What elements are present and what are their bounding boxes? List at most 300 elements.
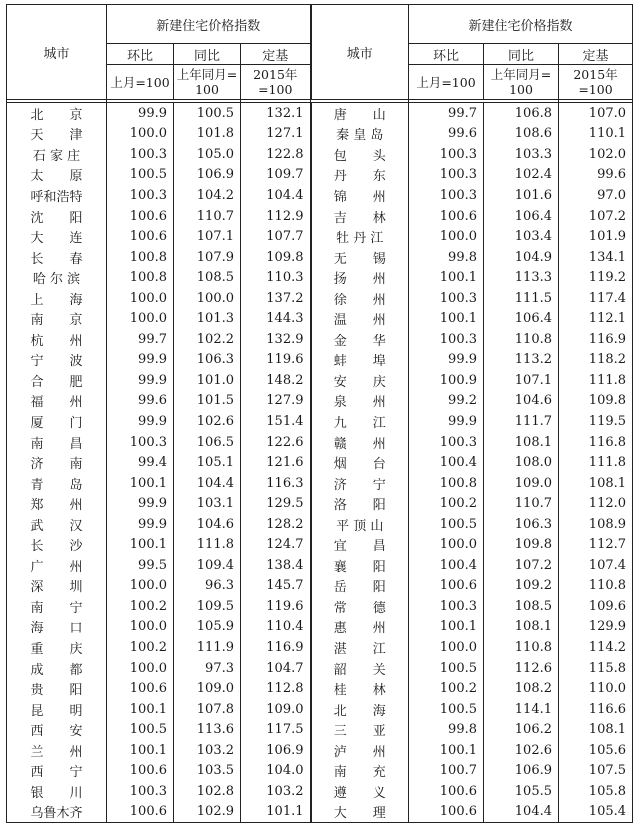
- table-row: [7, 534, 633, 555]
- city-name: 成 都: [7, 658, 107, 679]
- fixed-base-value: 105.8: [559, 781, 633, 802]
- table-row: [7, 493, 633, 514]
- table-row: [7, 144, 633, 165]
- yoy-value: 110.8: [484, 637, 559, 658]
- table-row: [7, 432, 633, 453]
- yoy-value: 106.5: [174, 432, 241, 453]
- mom-value: 100.6: [107, 802, 174, 823]
- yoy-value: 105.1: [174, 452, 241, 473]
- yoy-value: 109.2: [484, 576, 559, 597]
- city-name: 合 肥: [7, 370, 107, 391]
- yoy-value: 110.7: [174, 206, 241, 227]
- yoy-value: 97.3: [174, 658, 241, 679]
- mom-value: 100.3: [409, 144, 484, 165]
- yoy-value: 109.0: [174, 678, 241, 699]
- fixed-base-value: 122.8: [241, 144, 311, 165]
- fixed-base-value: 127.1: [241, 124, 311, 145]
- table-body: [7, 100, 633, 823]
- mom-value: 100.2: [409, 678, 484, 699]
- fixed-base-value: 121.6: [241, 452, 311, 473]
- fixed-base-value: 109.8: [559, 391, 633, 412]
- yoy-value: 106.8: [484, 103, 559, 124]
- city-name: 南 宁: [7, 596, 107, 617]
- mom-value: 100.3: [409, 596, 484, 617]
- yoy-value: 103.4: [484, 226, 559, 247]
- table-row: [7, 103, 633, 124]
- table-row: [7, 576, 633, 597]
- fixed-base-value: 102.0: [559, 144, 633, 165]
- city-name: 赣 州: [311, 432, 409, 453]
- yoy-value: 106.4: [484, 206, 559, 227]
- city-name: 蚌 埠: [311, 350, 409, 371]
- city-name: 青 岛: [7, 473, 107, 494]
- fixed-base-value: 110.8: [559, 576, 633, 597]
- city-name: 韶 关: [311, 658, 409, 679]
- city-name: 兰 州: [7, 740, 107, 761]
- city-name: 上 海: [7, 288, 107, 309]
- yoy-value: 109.5: [174, 596, 241, 617]
- fixed-base-value: 99.6: [559, 165, 633, 186]
- yoy-value: 104.4: [484, 802, 559, 823]
- city-name: 海 口: [7, 617, 107, 638]
- city-column-header: 城市: [311, 5, 409, 100]
- fixed-base-value: 108.1: [559, 473, 633, 494]
- city-name: 锦 州: [311, 185, 409, 206]
- fixed-base-value: 97.0: [559, 185, 633, 206]
- yoy-value: 110.7: [484, 493, 559, 514]
- fixed-base-value: 108.9: [559, 514, 633, 535]
- city-name: 济 宁: [311, 473, 409, 494]
- fixed-base-value: 112.7: [559, 534, 633, 555]
- mom-value: 99.9: [107, 370, 174, 391]
- fixed-base-label: 2015年 =100: [559, 65, 633, 100]
- fixed-base-value: 144.3: [241, 308, 311, 329]
- mom-value: 100.4: [409, 452, 484, 473]
- mom-value: 100.0: [107, 288, 174, 309]
- yoy-base-label: 上年同月= 100: [484, 65, 559, 100]
- mom-value: 99.7: [107, 329, 174, 350]
- yoy-value: 103.1: [174, 493, 241, 514]
- mom-value: 100.2: [107, 596, 174, 617]
- mom-value: 100.1: [107, 699, 174, 720]
- yoy-value: 114.1: [484, 699, 559, 720]
- mom-value: 99.8: [409, 247, 484, 268]
- mom-value: 100.3: [107, 185, 174, 206]
- yoy-value: 101.3: [174, 308, 241, 329]
- yoy-value: 102.4: [484, 165, 559, 186]
- city-name: 呼和浩特: [7, 185, 107, 206]
- city-name: 北 京: [7, 103, 107, 124]
- table-row: [7, 514, 633, 535]
- yoy-value: 104.9: [484, 247, 559, 268]
- table-row: [7, 350, 633, 371]
- city-name: 秦 皇 岛: [311, 124, 409, 145]
- fixed-base-value: 110.0: [559, 678, 633, 699]
- city-name: 泸 州: [311, 740, 409, 761]
- fixed-base-value: 118.2: [559, 350, 633, 371]
- mom-value: 100.0: [107, 658, 174, 679]
- mom-value: 100.3: [409, 165, 484, 186]
- city-name: 桂 林: [311, 678, 409, 699]
- city-name: 扬 州: [311, 267, 409, 288]
- city-name: 乌鲁木齐: [7, 802, 107, 823]
- mom-value: 100.5: [409, 699, 484, 720]
- city-name: 银 川: [7, 781, 107, 802]
- fixed-base-value: 107.5: [559, 761, 633, 782]
- city-name: 温 州: [311, 308, 409, 329]
- fixed-base-value: 109.6: [559, 596, 633, 617]
- table-row: [7, 370, 633, 391]
- table-row: [7, 555, 633, 576]
- city-name: 济 南: [7, 452, 107, 473]
- yoy-value: 103.5: [174, 761, 241, 782]
- fixed-base-header: 定基: [559, 44, 633, 65]
- mom-value: 100.1: [409, 267, 484, 288]
- mom-value: 100.3: [409, 432, 484, 453]
- mom-header: 环比: [107, 44, 174, 65]
- fixed-base-value: 116.8: [559, 432, 633, 453]
- city-name: 烟 台: [311, 452, 409, 473]
- table-row: [7, 658, 633, 679]
- yoy-value: 105.0: [174, 144, 241, 165]
- fixed-base-value: 119.6: [241, 350, 311, 371]
- city-name: 北 海: [311, 699, 409, 720]
- city-name: 岳 阳: [311, 576, 409, 597]
- mom-value: 100.6: [409, 576, 484, 597]
- city-name: 宜 昌: [311, 534, 409, 555]
- mom-value: 100.5: [107, 719, 174, 740]
- fixed-base-value: 105.4: [559, 802, 633, 823]
- fixed-base-value: 107.4: [559, 555, 633, 576]
- table-row: [7, 329, 633, 350]
- fixed-base-value: 116.9: [241, 637, 311, 658]
- mom-value: 99.8: [409, 719, 484, 740]
- city-name: 昆 明: [7, 699, 107, 720]
- mom-value: 100.6: [107, 206, 174, 227]
- mom-value: 100.1: [107, 473, 174, 494]
- yoy-value: 105.5: [484, 781, 559, 802]
- mom-value: 100.0: [107, 617, 174, 638]
- yoy-value: 107.8: [174, 699, 241, 720]
- table-row: [7, 247, 633, 268]
- city-name: 无 锡: [311, 247, 409, 268]
- mom-value: 100.7: [409, 761, 484, 782]
- mom-value: 100.6: [409, 781, 484, 802]
- yoy-value: 102.8: [174, 781, 241, 802]
- table-row: [7, 781, 633, 802]
- yoy-value: 106.9: [484, 761, 559, 782]
- table-row: [7, 308, 633, 329]
- yoy-value: 96.3: [174, 576, 241, 597]
- fixed-base-value: 129.5: [241, 493, 311, 514]
- city-name: 大 理: [311, 802, 409, 823]
- fixed-base-value: 119.6: [241, 596, 311, 617]
- mom-value: 100.3: [107, 432, 174, 453]
- city-name: 天 津: [7, 124, 107, 145]
- index-group-header: 新建住宅价格指数: [107, 5, 311, 44]
- yoy-value: 107.9: [174, 247, 241, 268]
- mom-value: 100.1: [107, 740, 174, 761]
- mom-value: 100.1: [409, 308, 484, 329]
- mom-value: 99.2: [409, 391, 484, 412]
- fixed-base-value: 112.0: [559, 493, 633, 514]
- yoy-value: 113.2: [484, 350, 559, 371]
- table-row: [7, 185, 633, 206]
- city-name: 石 家 庄: [7, 144, 107, 165]
- city-name: 杭 州: [7, 329, 107, 350]
- fixed-base-value: 116.3: [241, 473, 311, 494]
- fixed-base-value: 108.1: [559, 719, 633, 740]
- fixed-base-value: 138.4: [241, 555, 311, 576]
- yoy-value: 107.1: [174, 226, 241, 247]
- mom-value: 100.0: [107, 308, 174, 329]
- fixed-base-value: 109.8: [241, 247, 311, 268]
- yoy-value: 104.4: [174, 473, 241, 494]
- city-name: 吉 林: [311, 206, 409, 227]
- city-name: 宁 波: [7, 350, 107, 371]
- mom-value: 100.2: [107, 637, 174, 658]
- yoy-value: 111.5: [484, 288, 559, 309]
- city-name: 西 宁: [7, 761, 107, 782]
- mom-value: 100.3: [409, 329, 484, 350]
- city-name: 湛 江: [311, 637, 409, 658]
- city-name: 深 圳: [7, 576, 107, 597]
- yoy-value: 107.1: [484, 370, 559, 391]
- city-name: 郑 州: [7, 493, 107, 514]
- city-name: 长 沙: [7, 534, 107, 555]
- mom-value: 99.9: [107, 411, 174, 432]
- city-name: 金 华: [311, 329, 409, 350]
- yoy-value: 106.3: [484, 514, 559, 535]
- fixed-base-value: 107.7: [241, 226, 311, 247]
- fixed-base-label: 2015年 =100: [241, 65, 311, 100]
- table-row: [7, 391, 633, 412]
- city-name: 大 连: [7, 226, 107, 247]
- mom-header: 环比: [409, 44, 484, 65]
- fixed-base-value: 110.4: [241, 617, 311, 638]
- yoy-value: 109.0: [484, 473, 559, 494]
- yoy-value: 100.5: [174, 103, 241, 124]
- fixed-base-value: 110.3: [241, 267, 311, 288]
- fixed-base-value: 116.6: [559, 699, 633, 720]
- yoy-value: 101.5: [174, 391, 241, 412]
- yoy-value: 108.1: [484, 617, 559, 638]
- mom-value: 100.5: [107, 165, 174, 186]
- fixed-base-value: 132.9: [241, 329, 311, 350]
- yoy-value: 108.5: [174, 267, 241, 288]
- yoy-value: 105.9: [174, 617, 241, 638]
- fixed-base-value: 116.9: [559, 329, 633, 350]
- table-row: [7, 226, 633, 247]
- fixed-base-value: 145.7: [241, 576, 311, 597]
- mom-value: 100.9: [409, 370, 484, 391]
- city-name: 包 头: [311, 144, 409, 165]
- yoy-value: 106.3: [174, 350, 241, 371]
- yoy-base-label: 上年同月= 100: [174, 65, 241, 100]
- fixed-base-value: 111.8: [559, 452, 633, 473]
- table-row: [7, 719, 633, 740]
- fixed-base-value: 127.9: [241, 391, 311, 412]
- fixed-base-value: 124.7: [241, 534, 311, 555]
- mom-value: 100.0: [409, 534, 484, 555]
- mom-base-label: 上月=100: [107, 65, 174, 100]
- yoy-value: 102.9: [174, 802, 241, 823]
- yoy-value: 110.8: [484, 329, 559, 350]
- yoy-value: 102.2: [174, 329, 241, 350]
- mom-value: 99.5: [107, 555, 174, 576]
- fixed-base-value: 105.6: [559, 740, 633, 761]
- mom-value: 100.1: [409, 617, 484, 638]
- mom-value: 100.3: [107, 144, 174, 165]
- mom-value: 100.0: [409, 226, 484, 247]
- city-name: 徐 州: [311, 288, 409, 309]
- mom-value: 100.6: [409, 206, 484, 227]
- mom-value: 100.4: [409, 555, 484, 576]
- city-name: 西 安: [7, 719, 107, 740]
- table-row: [7, 617, 633, 638]
- city-name: 长 春: [7, 247, 107, 268]
- yoy-value: 104.6: [174, 514, 241, 535]
- city-name: 广 州: [7, 555, 107, 576]
- yoy-value: 103.2: [174, 740, 241, 761]
- fixed-base-value: 104.0: [241, 761, 311, 782]
- city-name: 泉 州: [311, 391, 409, 412]
- yoy-value: 108.0: [484, 452, 559, 473]
- mom-value: 100.6: [409, 802, 484, 823]
- yoy-value: 104.6: [484, 391, 559, 412]
- price-index-table: [6, 4, 633, 823]
- city-name: 常 德: [311, 596, 409, 617]
- yoy-value: 101.8: [174, 124, 241, 145]
- yoy-value: 108.1: [484, 432, 559, 453]
- yoy-value: 100.0: [174, 288, 241, 309]
- mom-value: 99.9: [107, 493, 174, 514]
- city-name: 南 充: [311, 761, 409, 782]
- table-row: [7, 596, 633, 617]
- fixed-base-value: 104.4: [241, 185, 311, 206]
- yoy-value: 109.4: [174, 555, 241, 576]
- fixed-base-value: 134.1: [559, 247, 633, 268]
- mom-value: 99.9: [107, 350, 174, 371]
- mom-value: 100.6: [107, 678, 174, 699]
- fixed-base-value: 112.9: [241, 206, 311, 227]
- city-name: 惠 州: [311, 617, 409, 638]
- fixed-base-value: 151.4: [241, 411, 311, 432]
- city-name: 武 汉: [7, 514, 107, 535]
- fixed-base-value: 112.1: [559, 308, 633, 329]
- mom-value: 100.5: [409, 658, 484, 679]
- mom-value: 100.3: [409, 185, 484, 206]
- mom-value: 100.5: [409, 514, 484, 535]
- fixed-base-value: 117.5: [241, 719, 311, 740]
- fixed-base-value: 107.0: [559, 103, 633, 124]
- mom-value: 100.3: [107, 781, 174, 802]
- mom-value: 99.6: [107, 391, 174, 412]
- table-row: [7, 452, 633, 473]
- fixed-base-value: 117.4: [559, 288, 633, 309]
- fixed-base-value: 101.1: [241, 802, 311, 823]
- city-name: 唐 山: [311, 103, 409, 124]
- fixed-base-value: 122.6: [241, 432, 311, 453]
- mom-base-label: 上月=100: [409, 65, 484, 100]
- fixed-base-value: 148.2: [241, 370, 311, 391]
- table-row: [7, 411, 633, 432]
- city-name: 襄 阳: [311, 555, 409, 576]
- mom-value: 99.9: [409, 350, 484, 371]
- mom-value: 100.6: [107, 761, 174, 782]
- fixed-base-value: 132.1: [241, 103, 311, 124]
- fixed-base-value: 111.8: [559, 370, 633, 391]
- mom-value: 100.6: [107, 226, 174, 247]
- city-name: 洛 阳: [311, 493, 409, 514]
- mom-value: 100.3: [409, 288, 484, 309]
- city-column-header: 城市: [7, 5, 107, 100]
- mom-value: 99.6: [409, 124, 484, 145]
- yoy-value: 106.4: [484, 308, 559, 329]
- yoy-value: 111.7: [484, 411, 559, 432]
- yoy-value: 102.6: [484, 740, 559, 761]
- mom-value: 100.2: [409, 493, 484, 514]
- mom-value: 100.1: [107, 534, 174, 555]
- city-name: 九 江: [311, 411, 409, 432]
- yoy-value: 111.8: [174, 534, 241, 555]
- yoy-value: 109.8: [484, 534, 559, 555]
- city-name: 三 亚: [311, 719, 409, 740]
- city-name: 安 庆: [311, 370, 409, 391]
- fixed-base-value: 103.2: [241, 781, 311, 802]
- yoy-header: 同比: [484, 44, 559, 65]
- fixed-base-value: 106.9: [241, 740, 311, 761]
- city-name: 遵 义: [311, 781, 409, 802]
- fixed-base-value: 107.2: [559, 206, 633, 227]
- table-row: [7, 124, 633, 145]
- yoy-value: 102.6: [174, 411, 241, 432]
- city-name: 贵 阳: [7, 678, 107, 699]
- mom-value: 100.8: [107, 267, 174, 288]
- mom-value: 100.1: [409, 740, 484, 761]
- city-name: 太 原: [7, 165, 107, 186]
- yoy-value: 111.9: [174, 637, 241, 658]
- city-name: 沈 阳: [7, 206, 107, 227]
- mom-value: 99.4: [107, 452, 174, 473]
- fixed-base-value: 110.1: [559, 124, 633, 145]
- city-name: 重 庆: [7, 637, 107, 658]
- fixed-base-value: 129.9: [559, 617, 633, 638]
- yoy-value: 108.5: [484, 596, 559, 617]
- index-group-header: 新建住宅价格指数: [409, 5, 633, 44]
- yoy-value: 101.6: [484, 185, 559, 206]
- table-row: [7, 699, 633, 720]
- table-row: [7, 740, 633, 761]
- yoy-value: 106.9: [174, 165, 241, 186]
- mom-value: 100.8: [107, 247, 174, 268]
- fixed-base-value: 114.2: [559, 637, 633, 658]
- fixed-base-value: 112.8: [241, 678, 311, 699]
- fixed-base-header: 定基: [241, 44, 311, 65]
- yoy-value: 108.2: [484, 678, 559, 699]
- table-row: [7, 802, 633, 823]
- mom-value: 99.9: [107, 514, 174, 535]
- yoy-value: 106.2: [484, 719, 559, 740]
- table-row: [7, 637, 633, 658]
- table-row: [7, 473, 633, 494]
- yoy-value: 101.0: [174, 370, 241, 391]
- yoy-value: 107.2: [484, 555, 559, 576]
- table-row: [7, 761, 633, 782]
- mom-value: 100.8: [409, 473, 484, 494]
- yoy-value: 113.6: [174, 719, 241, 740]
- city-name: 丹 东: [311, 165, 409, 186]
